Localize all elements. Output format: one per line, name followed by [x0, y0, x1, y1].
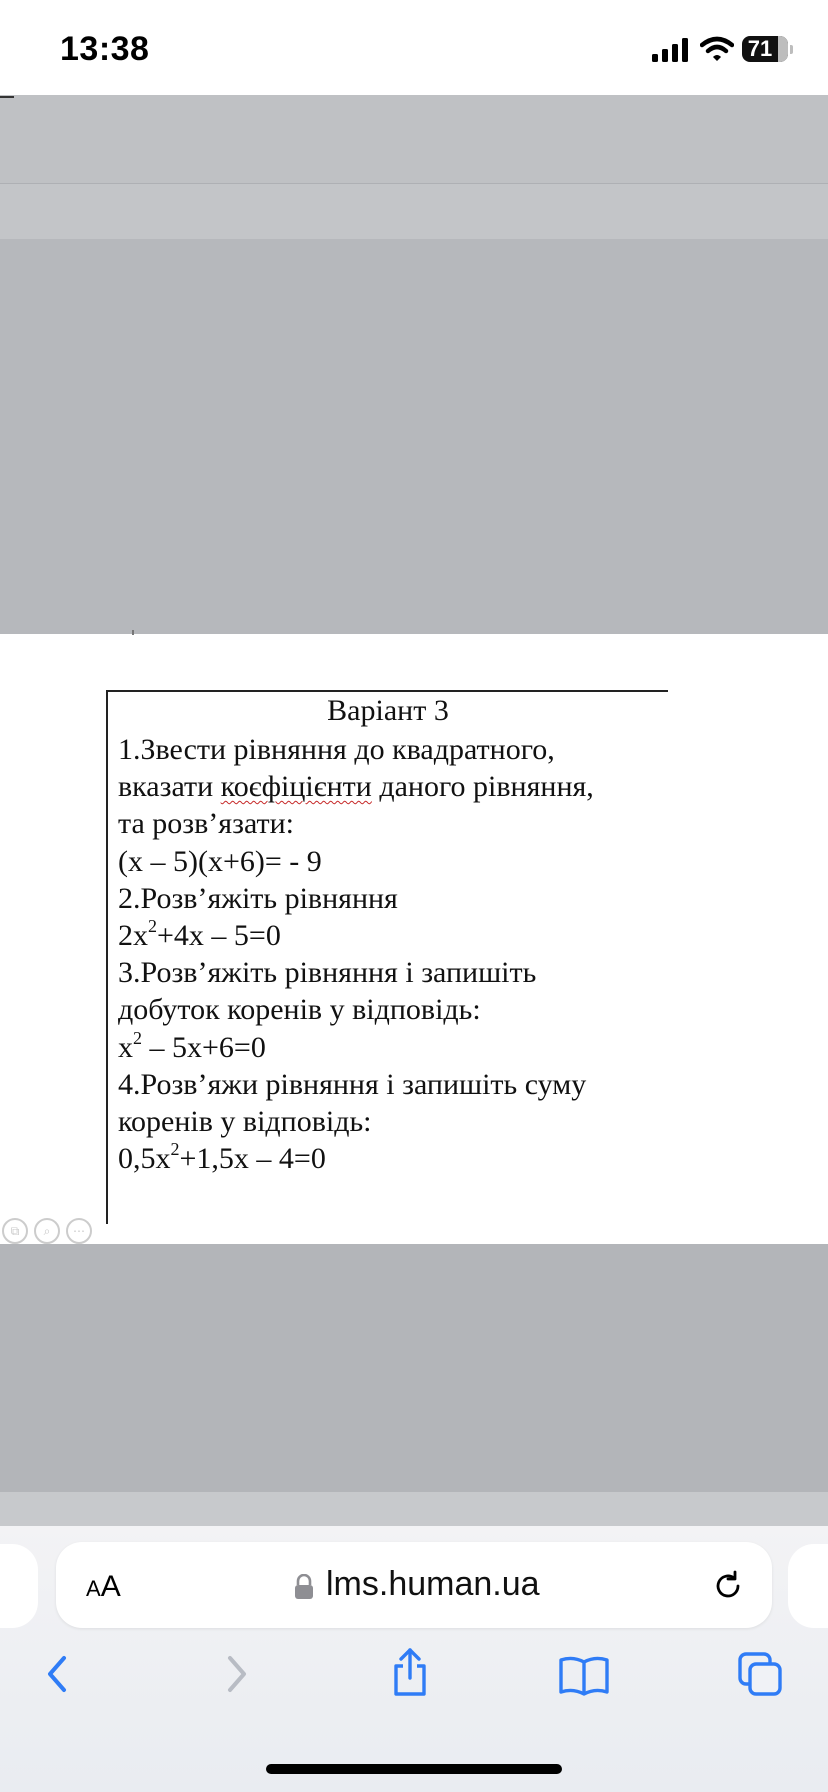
reload-icon[interactable]	[710, 1568, 746, 1609]
page-mark	[132, 630, 134, 635]
task-line: 4.Розв’яжи рівняння і запишіть суму	[118, 1067, 587, 1101]
more-icon[interactable]: ⋯	[66, 1218, 92, 1244]
battery-tip	[790, 45, 793, 54]
task-line: 1.Звести рівняння до квадратного,	[118, 733, 555, 766]
viewer-toolbar-band	[0, 95, 828, 184]
status-time: 13:38	[60, 30, 150, 68]
task-line: добуток коренів у відповідь:	[118, 993, 481, 1027]
url-text[interactable]: lms.human.ua	[326, 1565, 540, 1603]
copy-icon[interactable]: ⧉	[2, 1218, 28, 1244]
previous-tab-preview[interactable]	[0, 1544, 38, 1628]
share-icon[interactable]	[388, 1646, 432, 1703]
task-line: 3.Розв’яжіть рівняння і запишіть	[118, 956, 537, 990]
equation-line: (x – 5)(x+6)= - 9	[118, 844, 322, 878]
viewer-subband	[0, 184, 828, 239]
task-line: коренів у відповідь:	[118, 1105, 372, 1139]
document-background	[0, 239, 828, 634]
lock-icon	[294, 1574, 314, 1605]
task-line-text: вказати	[118, 770, 221, 804]
task-line	[118, 768, 678, 805]
battery-icon	[742, 36, 788, 62]
equation-line: $0,5x^2+1,5x - 4=0$	[118, 1139, 326, 1176]
page-controls	[2, 1218, 98, 1244]
task-text	[118, 731, 678, 1177]
battery-empty-segment	[778, 36, 788, 62]
wifi-icon	[700, 36, 734, 67]
next-tab-preview[interactable]	[788, 1544, 828, 1628]
zoom-icon[interactable]: ⌕	[34, 1218, 60, 1244]
table-left-border	[106, 690, 108, 1224]
battery-percent: 71	[747, 36, 773, 61]
task-line: та розв’язати:	[118, 807, 294, 841]
task-line: 2.Розв’яжіть рівняння	[118, 881, 398, 915]
document-background-bottom	[0, 1244, 828, 1492]
cellular-signal-icon	[652, 38, 692, 67]
bookmarks-icon[interactable]	[558, 1654, 610, 1703]
viewer-bottom-band	[0, 1492, 828, 1526]
equation-line: $x^2 - 5x+6=0$	[118, 1027, 266, 1064]
task-line-text: даного рівняння,	[371, 770, 594, 804]
equation-line: $2x^2+4x - 5=0$	[118, 916, 281, 953]
spellcheck-word: коєфіцієнти	[220, 770, 372, 804]
back-icon[interactable]	[40, 1652, 76, 1701]
tabs-icon[interactable]	[736, 1650, 784, 1703]
home-indicator[interactable]	[266, 1764, 562, 1774]
forward-icon[interactable]	[218, 1652, 254, 1701]
toolbar-dash	[0, 96, 14, 98]
variant-title: Варіант 3	[327, 694, 449, 727]
text-size-button[interactable]: AA	[86, 1570, 121, 1603]
